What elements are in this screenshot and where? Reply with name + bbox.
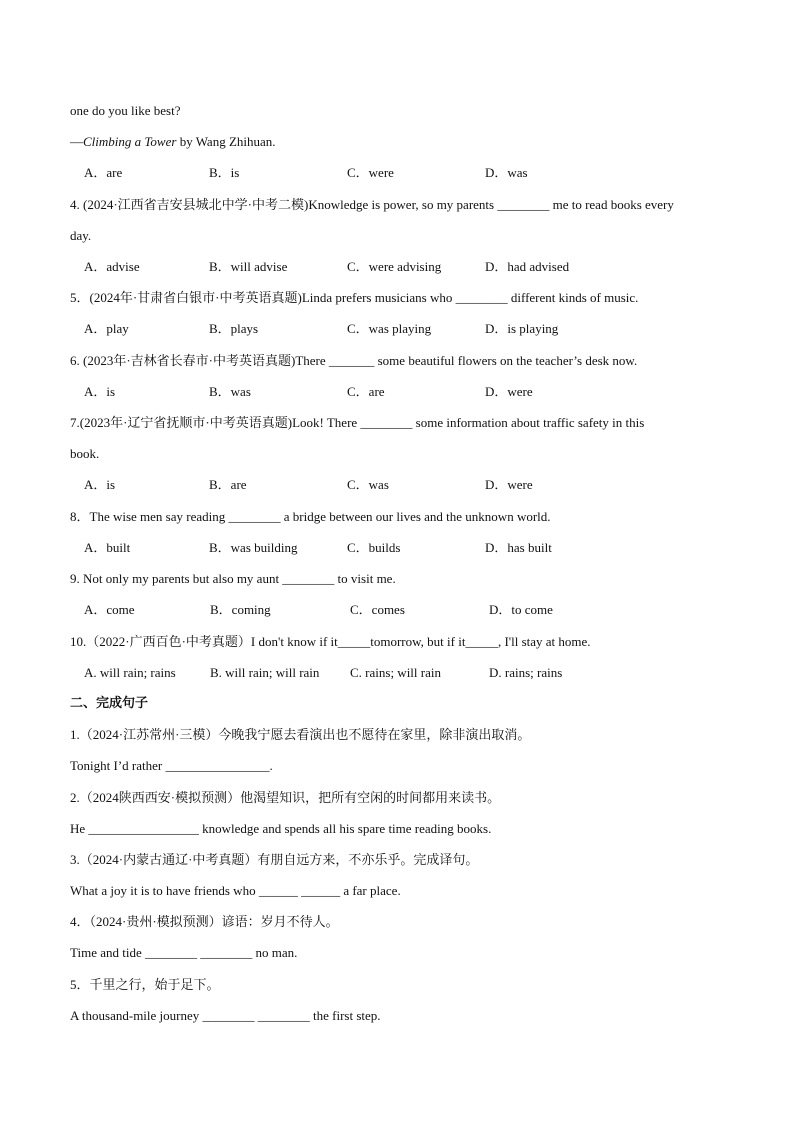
- option-c[interactable]: C．are: [347, 384, 385, 399]
- sentence-1-prompt: 1.（2024·江苏常州·三模）今晚我宁愿去看演出也不愿待在家里，除非演出取消。: [70, 727, 531, 742]
- poem-title: Climbing a Tower: [83, 134, 177, 149]
- sentence-3-prompt: 3.（2024·内蒙古通辽·中考真题）有朋自远方来，不亦乐乎。完成译句。: [70, 852, 479, 867]
- options-q7: [84, 477, 724, 493]
- answer-line: [70, 134, 276, 150]
- option-b[interactable]: B．was building: [209, 540, 298, 555]
- sentence-4-answer: Time and tide ________ ________ no man.: [70, 945, 298, 960]
- option-a[interactable]: A．advise: [84, 259, 140, 274]
- question-4-cont: day.: [70, 228, 92, 243]
- option-c[interactable]: C．builds: [347, 540, 401, 555]
- option-d[interactable]: D．to come: [489, 602, 553, 617]
- option-b[interactable]: B. will rain; will rain: [210, 665, 320, 680]
- question-4: 4. (2024·江西省吉安县城北中学·中考二模)Knowledge is power, so my parents ________ me to read books every: [70, 197, 674, 212]
- options-q8: [84, 540, 724, 556]
- question-6: 6. (2023年·吉林省长春市·中考英语真题)There _______ some beautiful flowers on the teacher’s desk now.: [70, 353, 638, 368]
- option-d[interactable]: D．were: [485, 477, 533, 492]
- question-10: 10.（2022·广西百色·中考真题）I don't know if it_____tomorrow, but if it_____, I'll stay at home.: [70, 634, 591, 649]
- question-8: 8．The wise men say reading ________ a bridge between our lives and the unknown world.: [70, 509, 551, 524]
- option-c[interactable]: C．were: [347, 165, 394, 180]
- poem-author: by Wang Zhihuan.: [176, 134, 276, 149]
- option-b[interactable]: B．was: [209, 384, 251, 399]
- option-a[interactable]: A．play: [84, 321, 129, 336]
- option-a[interactable]: A．built: [84, 540, 131, 555]
- options-q9: [84, 602, 724, 618]
- option-c[interactable]: C．was playing: [347, 321, 432, 336]
- option-b[interactable]: B．coming: [210, 602, 271, 617]
- option-a[interactable]: A．is: [84, 477, 116, 492]
- option-d[interactable]: D．were: [485, 384, 533, 399]
- sentence-4-prompt: 4．（2024·贵州·模拟预测）谚语：岁月不待人。: [70, 914, 339, 929]
- option-a[interactable]: A．come: [84, 602, 135, 617]
- option-d[interactable]: D. rains; rains: [489, 665, 563, 680]
- options-q6: [84, 384, 724, 400]
- options-q4: [84, 259, 724, 275]
- option-c[interactable]: C．was: [347, 477, 389, 492]
- question-text: one do you like best?: [70, 103, 181, 118]
- option-d[interactable]: D．has built: [485, 540, 552, 555]
- question-5: 5．(2024年·甘肃省白银市·中考英语真题)Linda prefers musicians who ________ different kinds of music.: [70, 290, 639, 305]
- question-7: 7.(2023年·辽宁省抚顺市·中考英语真题)Look! There ________ some information about traffic safety in this: [70, 415, 645, 430]
- options-q3: [84, 165, 724, 181]
- option-c[interactable]: C．comes: [350, 602, 405, 617]
- option-c[interactable]: C. rains; will rain: [350, 665, 441, 680]
- question-9: 9. Not only my parents but also my aunt ________ to visit me.: [70, 571, 396, 586]
- option-b[interactable]: B．are: [209, 477, 247, 492]
- option-a[interactable]: A. will rain; rains: [84, 665, 176, 680]
- sentence-1-answer: Tonight I’d rather ________________.: [70, 758, 273, 773]
- option-c[interactable]: C．were advising: [347, 259, 442, 274]
- dash: —: [70, 134, 83, 149]
- sentence-3-answer: What a joy it is to have friends who ______ ______ a far place.: [70, 883, 401, 898]
- option-a[interactable]: A．is: [84, 384, 116, 399]
- option-d[interactable]: D．is playing: [485, 321, 559, 336]
- option-d[interactable]: D．had advised: [485, 259, 570, 274]
- option-b[interactable]: B．will advise: [209, 259, 288, 274]
- sentence-2-answer: He _________________ knowledge and spends all his spare time reading books.: [70, 821, 492, 836]
- sentence-5-answer: A thousand-mile journey ________ ________ the first step.: [70, 1008, 381, 1023]
- option-d[interactable]: D．was: [485, 165, 528, 180]
- options-q5: [84, 321, 724, 337]
- section-heading: 二、完成句子: [70, 696, 149, 711]
- option-a[interactable]: A．are: [84, 165, 123, 180]
- question-7-cont: book.: [70, 446, 100, 461]
- sentence-2-prompt: 2.（2024陕西西安·模拟预测）他渴望知识，把所有空闲的时间都用来读书。: [70, 790, 501, 805]
- sentence-5-prompt: 5．千里之行，始于足下。: [70, 977, 220, 992]
- option-b[interactable]: B．is: [209, 165, 240, 180]
- option-b[interactable]: B．plays: [209, 321, 259, 336]
- options-q10: [84, 665, 724, 681]
